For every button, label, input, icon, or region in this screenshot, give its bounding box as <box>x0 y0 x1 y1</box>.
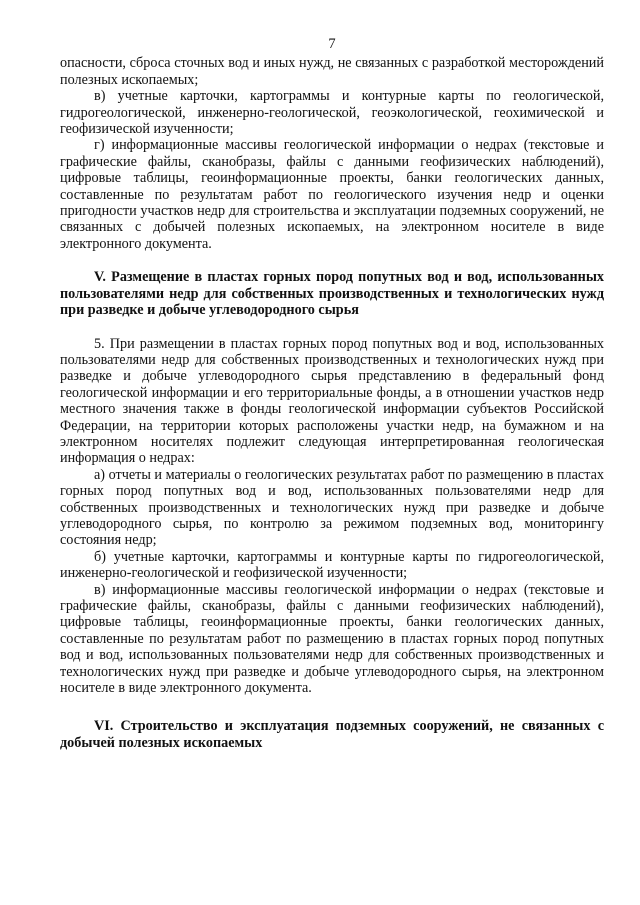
paragraph-clause-5: 5. При размещении в пластах горных пород попутных вод и вод, использованных пользователями недр для собственных производственных и технологических нужд при разведке и добыче углеводородного сырья представлению в федеральный фонд геологической информации и его территориальные фонды, а в отношении участков недр местного значения также в фонды геологической информации субъектов Российской Федерации, на территории которых расположены участки недр, на бумажном и на электронном носителях подлежит следующая интерпретированная геологическая информация о недрах: <box>60 335 604 467</box>
paragraph-item-b: б) учетные карточки, картограммы и контурные карты по гидрогеологической, инженерно-геологической и геофизической изученности; <box>60 548 604 582</box>
page-number: 7 <box>328 36 336 52</box>
paragraph-item-v: в) учетные карточки, картограммы и контурные карты по геологической, гидрогеологической, инженерно-геологической, геоэкологической, геохимической и геофизической изученности; <box>60 88 604 138</box>
section-heading-vi: VI. Строительство и эксплуатация подземных сооружений, не связанных с добычей полезных ископаемых <box>60 718 604 751</box>
paragraph-continuation: опасности, сброса сточных вод и иных нужд, не связанных с разработкой месторождений полезных ископаемых; <box>60 55 604 88</box>
paragraph-item-g: г) информационные массивы геологической информации о недрах (текстовые и графические файлы, сканобразы, файлы с данными геофизических наблюдений), цифровые таблицы, геоинформационные проекты, банки геологических данных, составленные по результатам работ по геологического изучения недр и оценки пригодности участков недр для строительства и эксплуатации подземных сооружений, не связанных с добычей полезных ископаемых, на электронном носителе в виде электронного документа. <box>60 137 604 252</box>
paragraph-item-a: а) отчеты и материалы о геологических результатах работ по размещению в пластах горных пород попутных вод и вод, использованных пользователями недр для собственных производственных и технологических нужд при разведке и добыче углеводородного сырья, по контролю за режимом подземных вод, мониторингу состояния недр; <box>60 466 604 549</box>
paragraph-item-v2: в) информационные массивы геологической информации о недрах (текстовые и графические файлы, сканобразы, файлы с данными геофизических наблюдений), цифровые таблицы, геоинформационные проекты, банки геологических данных, составленные по результатам работ по размещению в пластах горных пород попутных вод и вод, использованных пользователями недр для собственных производственных и технологических нужд при разведке и добыче углеводородного сырья, на электронном носителе в виде электронного документа. <box>60 581 604 697</box>
section-heading-v: V. Размещение в пластах горных пород попутных вод и вод, использованных пользователями недр для собственных производственных и технологических нужд при разведке и добыче углеводородного сырья <box>60 269 604 319</box>
